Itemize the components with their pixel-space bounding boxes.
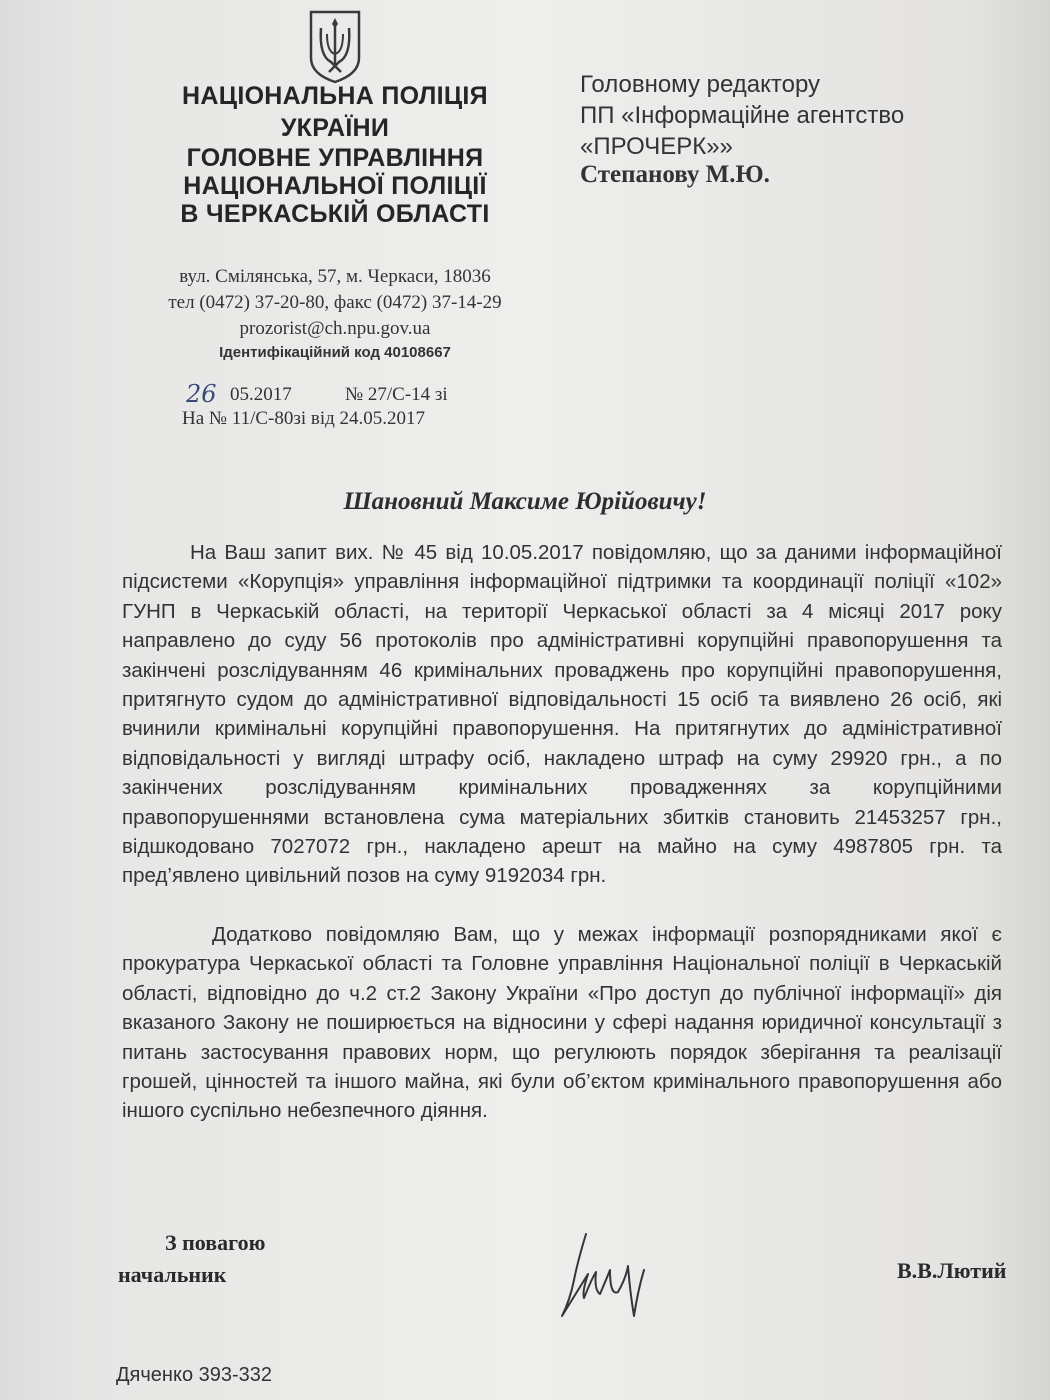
id-code-line: Ідентифікаційний код 40108667 (219, 344, 451, 361)
signatory-position: начальник (118, 1262, 227, 1287)
address-line: вул. Смілянська, 57, м. Черкаси, 18036 (179, 266, 491, 287)
paragraph-1: На Ваш запит вих. № 45 від 10.05.2017 повідомляю, що за даними інформаційної підсистеми «Корупція» управління інформаційної підтримки та координації поліції «102» ГУНП в Черкаській області, на території Черкаської області за 4 місяці 2017 року направлено до суду 56 протоколів про адміністративні корупційні правопорушення та закінчені розслідуванням 46 кримінальних проваджень про корупційні правопорушення, притягнуто судом до адміністративної відповідальності 15 осіб та виявлено 26 осіб, які вчинили кримінальні корупційні правопорушення. На притягнутих до адміністративної відповідальності у вигляді штрафу осіб, накладено штраф на суму 29920 грн., а по закінчених розслідуванням кримінальних провадженнях за корупційними правопорушеннями встановлена сума матеріальних збитків становить 21453257 грн., відшкодовано 7027072 грн., накладено арешт на майно на суму 4987805 грн. та пред’явлено цивільний позов на суму 9192034 грн. (122, 541, 1003, 888)
trident-emblem-icon (305, 8, 365, 84)
handwritten-signature (548, 1220, 668, 1325)
org-line-4: НАЦІОНАЛЬНОЇ ПОЛІЦІЇ (183, 172, 487, 200)
org-line-1: НАЦІОНАЛЬНА ПОЛІЦІЯ (182, 82, 488, 110)
recipient-name: Степанову М.Ю. (580, 161, 770, 188)
recipient-line-3: «ПРОЧЕРК»» (580, 133, 733, 160)
closing-regards: З повагою (165, 1230, 266, 1255)
org-line-5: В ЧЕРКАСЬКІЙ ОБЛАСТІ (180, 200, 490, 228)
reply-reference: На № 11/С-80зі від 24.05.2017 (182, 408, 426, 429)
phone-line: тел (0472) 37-20-80, факс (0472) 37-14-29 (168, 292, 502, 313)
outgoing-date: 05.2017 (230, 384, 292, 405)
executor-footer: Дяченко 393-332 (116, 1364, 273, 1386)
recipient-line-1: Головному редактору (580, 71, 821, 98)
org-line-2: УКРАЇНИ (280, 114, 390, 142)
outgoing-number: № 27/С-14 зі (345, 384, 448, 405)
handwritten-day: 26 (186, 380, 217, 408)
salutation: Шановний Максиме Юрійовичу! (343, 488, 707, 515)
email-line: prozorist@ch.npu.gov.ua (239, 318, 431, 339)
signatory-name: В.В.Лютий (897, 1258, 1007, 1283)
org-line-3: ГОЛОВНЕ УПРАВЛІННЯ (186, 144, 484, 172)
recipient-line-2: ПП «Інформаційне агентство (580, 102, 905, 129)
paragraph-2: Додатково повідомляю Вам, що у межах інформації розпорядниками якої є прокуратура Черкаської області та Головне управління Національної поліції в Черкаській області, відповідно до ч.2 ст.2 Закону України «Про доступ до публічної інформації» дія вказаного Закону не поширюється на відносини у сфері надання юридичної консультації з питань застосування правових норм, що регулюють порядок зберігання та реалізації грошей, цінностей та іншого майна, які були об’єктом кримінального правопорушення або іншого суспільно небезпечного діяння. (122, 923, 1003, 1123)
